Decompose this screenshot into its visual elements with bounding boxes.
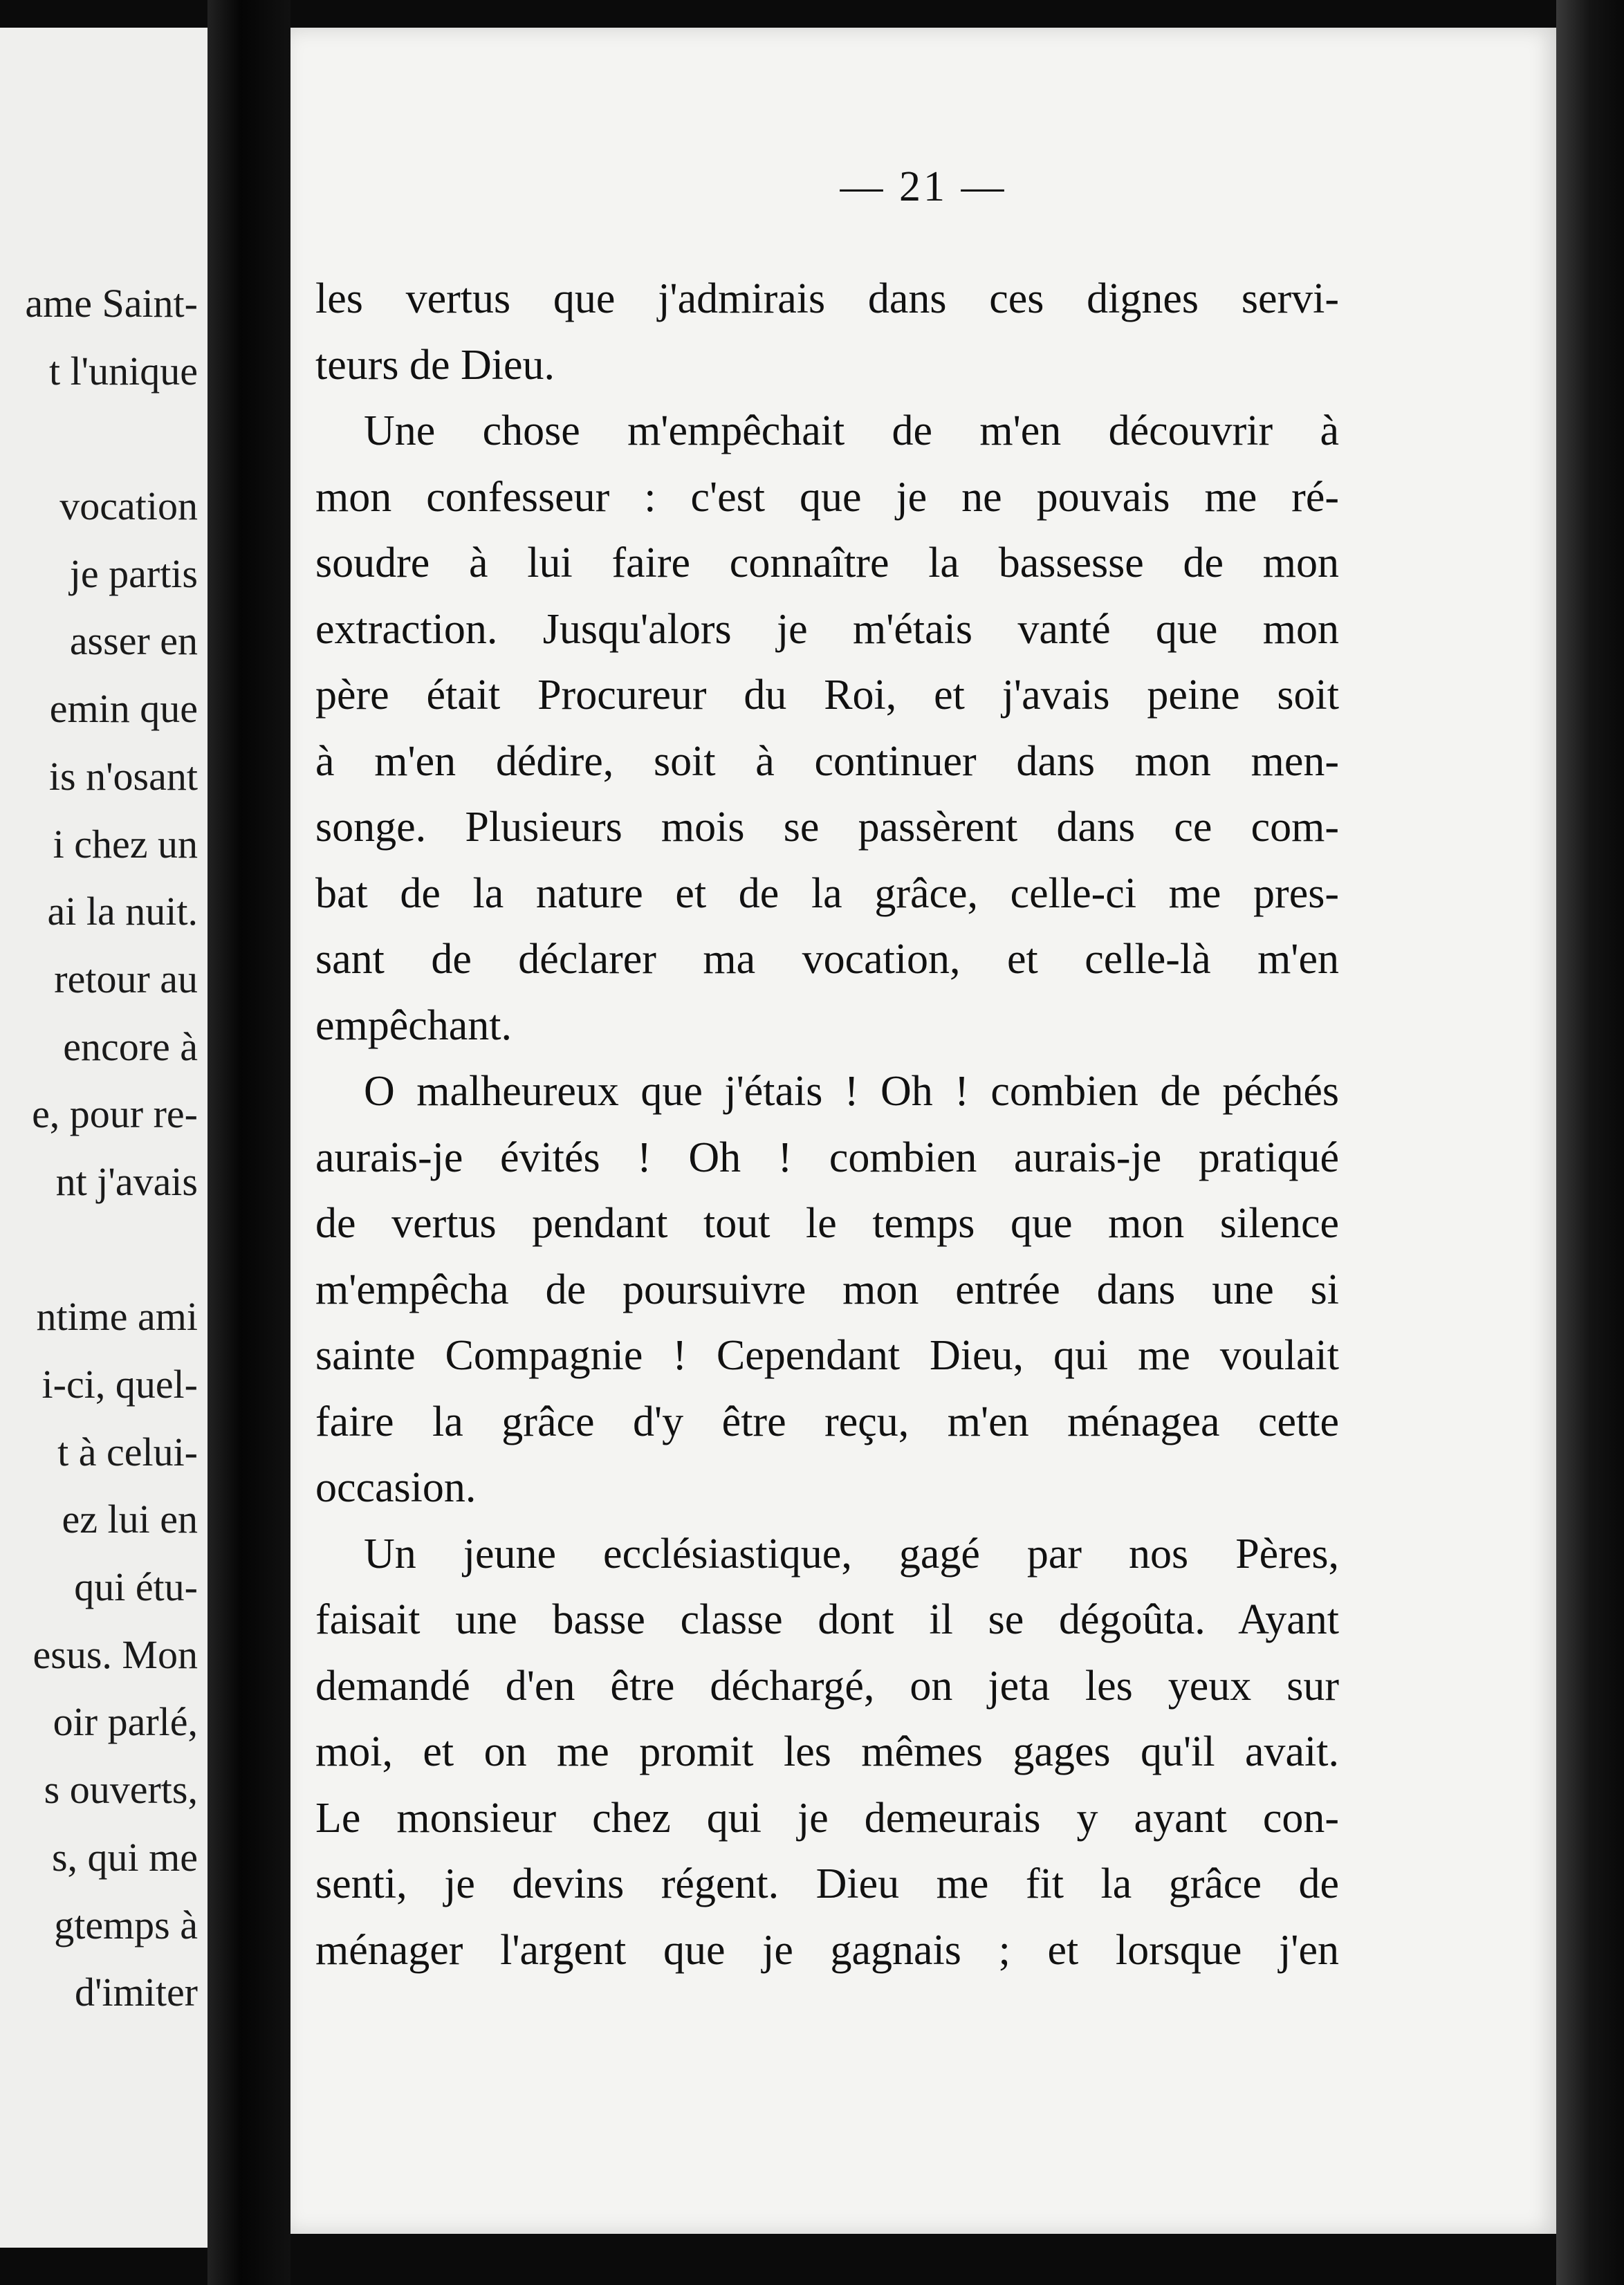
text-line: m'empêcha de poursuivre mon entrée dans une si [315,1266,1339,1313]
left-text-line [0,1216,198,1284]
left-text-line: asser en [69,618,198,664]
left-text-line [0,405,198,472]
left-text-line: je partis [69,551,198,596]
left-text-line: e, pour re- [32,1091,198,1137]
text-line: de vertus pendant tout le temps que mon silence [315,1200,1339,1247]
left-text-line: i chez un [53,821,198,867]
text-line: moi, et on me promit les mêmes gages qu'il avait. [315,1728,1339,1775]
left-text-line: is n'osant [48,753,198,799]
text-line: père était Procureur du Roi, et j'avais peine soit [315,672,1339,719]
page-edge-shadow [1556,0,1624,2285]
left-text-line: t l'unique [48,348,198,394]
text-line: Une chose m'empêchait de m'en découvrir à [364,407,1339,454]
text-line: Le monsieur chez qui je demeurais y ayant con- [315,1794,1339,1842]
left-text-line: retour au [54,956,198,1001]
book-gutter [207,0,290,2285]
left-text-line: qui étu- [74,1564,198,1610]
text-line: sant de déclarer ma vocation, et celle-là m'en [315,936,1339,983]
text-line: songe. Plusieurs mois se passèrent dans ce com- [315,804,1339,851]
text-line: ménager l'argent que je gagnais ; et lorsque j'en [315,1926,1339,1974]
text-line: faire la grâce d'y être reçu, m'en ménagea cette [315,1398,1339,1445]
text-line: mon confesseur : c'est que je ne pouvais me ré- [315,473,1339,521]
text-line: demandé d'en être déchargé, on jeta les yeux sur [315,1662,1339,1710]
left-text-line: gtemps à [54,1902,198,1948]
left-text-line: t à celui- [57,1429,198,1474]
text-line: occasion. [315,1464,477,1511]
text-line: faisait une basse classe dont il se dégoûta. Ayant [315,1596,1339,1643]
left-text-line: ame Saint- [25,281,198,326]
left-text-line: i-ci, quel- [41,1362,198,1407]
left-page-text [0,270,198,2026]
text-line: senti, je devins régent. Dieu me fit la grâce de [315,1860,1339,1907]
left-text-line: s ouverts, [44,1767,198,1813]
page-body [315,266,1339,1983]
left-text-line: esus. Mon [33,1631,198,1677]
page-number: — 21 — [840,163,1007,210]
left-page-fragment [0,28,207,2248]
left-text-line: nt j'avais [55,1158,198,1204]
text-line: empêchant. [315,1001,513,1049]
left-text-line: ai la nuit. [47,889,198,934]
left-text-line: ez lui en [62,1497,198,1542]
left-text-line: s, qui me [51,1834,198,1880]
left-text-line: emin que [49,686,198,732]
left-text-line: ntime ami [36,1294,198,1340]
text-line: aurais-je évités ! Oh ! combien aurais-je pratiqué [315,1134,1339,1181]
text-line: O malheureux que j'étais ! Oh ! combien de péchés [364,1068,1339,1115]
left-text-line: oir parlé, [53,1699,198,1745]
text-line: soudre à lui faire connaître la bassesse de mon [315,539,1339,586]
text-line: à m'en dédire, soit à continuer dans mon men- [315,737,1339,785]
text-line: Un jeune ecclésiastique, gagé par nos Pères, [364,1530,1339,1578]
text-line: sainte Compagnie ! Cependant Dieu, qui me voulait [315,1332,1339,1379]
left-text-line: vocation [59,483,198,529]
text-line: les vertus que j'admirais dans ces dignes servi- [315,275,1339,322]
text-line: bat de la nature et de la grâce, celle-ci me pres- [315,869,1339,917]
text-line: teurs de Dieu. [315,341,555,389]
text-line: extraction. Jusqu'alors je m'étais vanté que mon [315,605,1339,653]
left-text-line: d'imiter [75,1970,198,2015]
main-page [290,28,1556,2234]
left-text-line: encore à [63,1024,198,1069]
